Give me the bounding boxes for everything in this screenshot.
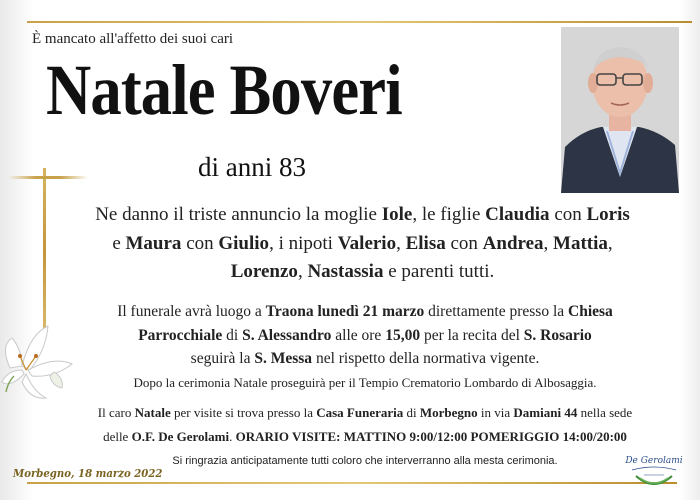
text-run: ,	[297, 261, 308, 282]
portrait-photo	[561, 27, 679, 193]
thanks-text: Si ringrazia anticipatamente tutti coloro che interverranno alla mesta cerimonia.	[172, 455, 558, 467]
announcement-line	[45, 230, 680, 259]
text-run: ,	[543, 232, 554, 254]
cross-horizontal-bar	[8, 176, 88, 179]
text-run: nel rispetto della normativa vigente.	[312, 350, 540, 367]
text-run: , i nipoti	[269, 232, 338, 254]
visits-paragraph	[45, 401, 685, 449]
bold-text-run: Morbegno	[419, 405, 478, 420]
funeral-line	[60, 324, 670, 348]
funeral-line	[60, 300, 670, 324]
bold-text-run: Giulio	[218, 232, 270, 254]
bold-text-run: Iole	[381, 204, 413, 225]
bold-text-run: Parrocchiale	[138, 326, 223, 344]
bold-text-run: ORARIO VISITE: MATTINO 9:00/12:00 POMERIGGIO 14:00/20:00	[235, 429, 627, 444]
text-run: Il funerale avrà luogo a	[117, 303, 266, 320]
text-run: .	[229, 429, 236, 444]
text-run: con	[181, 232, 219, 254]
text-run: e	[112, 232, 126, 254]
announcement-paragraph	[45, 201, 680, 287]
bold-text-run: Mattia	[553, 232, 608, 254]
gold-border-top	[27, 21, 692, 23]
bold-text-run: S. Messa	[254, 350, 313, 367]
text-run: di	[222, 326, 243, 344]
age-text: di anni 83	[198, 152, 306, 182]
bold-text-run: S. Alessandro	[242, 326, 332, 344]
visits-line	[45, 425, 685, 449]
gold-border-bottom	[27, 482, 677, 484]
text-run: con	[549, 204, 587, 225]
bold-text-run: Natale	[134, 405, 171, 420]
text-run: delle	[103, 429, 132, 444]
text-run: Il caro	[97, 405, 135, 420]
bold-text-run: Traona lunedì 21 marzo	[265, 303, 425, 320]
text-run: di	[403, 405, 420, 420]
announcement-line	[45, 201, 680, 230]
text-run: seguirà la	[190, 350, 255, 367]
date-signature: Morbegno, 18 marzo 2022	[13, 466, 163, 480]
bold-text-run: O.F. De Gerolami	[131, 429, 230, 444]
portrait-image	[561, 27, 679, 193]
bold-text-run: Chiesa	[568, 303, 613, 320]
text-run: in via	[477, 405, 514, 420]
text-run: ,	[396, 232, 406, 254]
bold-text-run: Nastassia	[307, 261, 384, 282]
bold-text-run: Andrea	[482, 232, 544, 254]
cremation-text: Dopo la cerimonia Natale proseguirà per il Tempio Crematorio Lombardo di Albosaggia.	[133, 375, 597, 390]
text-run: con	[445, 232, 483, 254]
text-run: nella sede	[577, 405, 633, 420]
text-run: , le figlie	[412, 204, 486, 225]
bold-text-run: Casa Funeraria	[316, 405, 404, 420]
funeral-line	[60, 347, 670, 371]
bold-text-run: Maura	[125, 232, 182, 254]
text-run: per la recita del	[420, 326, 524, 344]
logo-text: De Gerolami	[625, 456, 683, 466]
text-run: ,	[607, 232, 613, 254]
funeral-paragraph	[60, 300, 670, 371]
bold-text-run: Valerio	[337, 232, 397, 254]
text-run: alle ore	[331, 326, 386, 344]
visits-line	[45, 401, 685, 425]
intro-text: È mancato all'affetto dei suoi cari	[32, 31, 234, 47]
bold-text-run: Loris	[586, 204, 630, 225]
bold-text-run: Claudia	[485, 204, 550, 225]
text-run: per visite si trova presso la	[170, 405, 317, 420]
company-logo	[624, 456, 684, 496]
deceased-name: Natale Boveri	[46, 50, 402, 130]
lily-flower	[0, 316, 80, 406]
text-run: Ne danno il triste annuncio la moglie	[95, 204, 382, 225]
bold-text-run: 15,00	[385, 326, 421, 344]
bold-text-run: Elisa	[405, 232, 446, 254]
bold-text-run: S. Rosario	[523, 326, 592, 344]
bold-text-run: Lorenzo	[230, 261, 298, 282]
text-run: direttamente presso la	[424, 303, 569, 320]
text-run: e parenti tutti.	[383, 261, 495, 282]
bold-text-run: Damiani 44	[513, 405, 578, 420]
announcement-line	[45, 258, 680, 287]
